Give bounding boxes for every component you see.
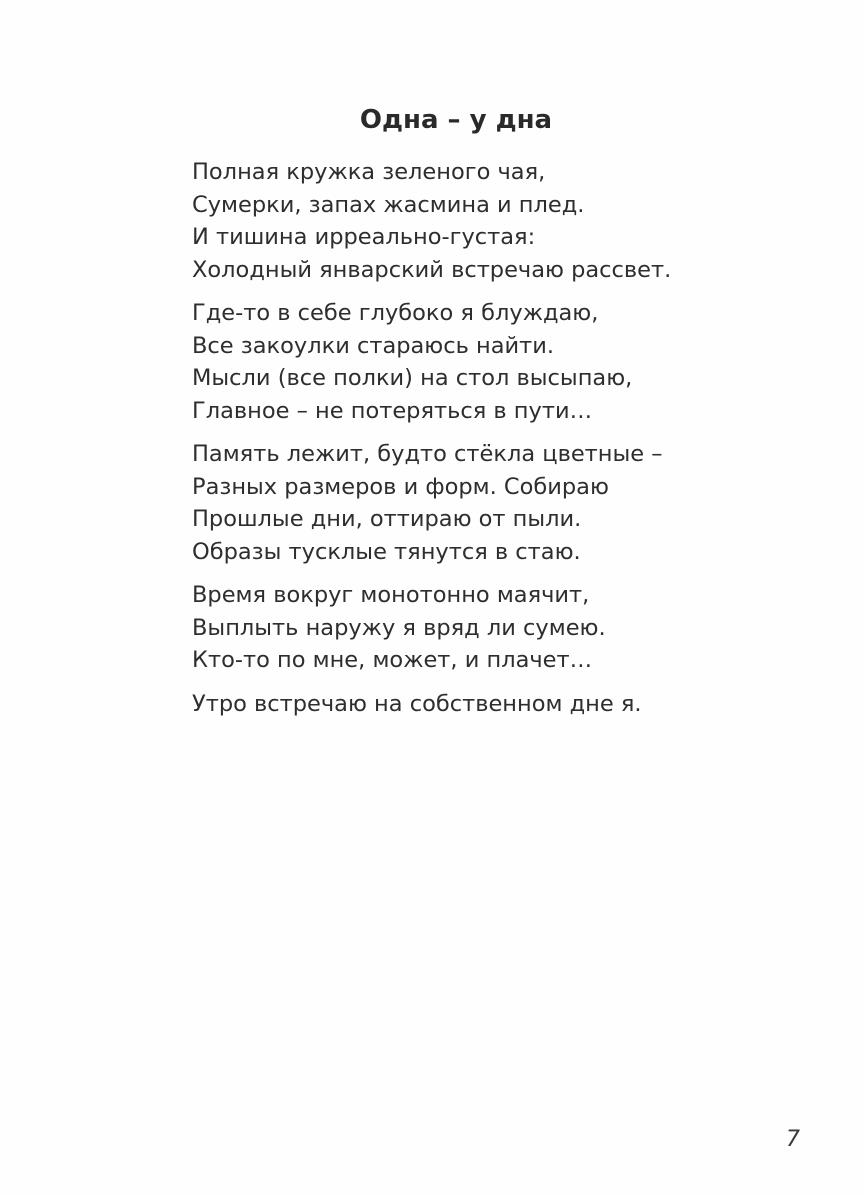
poem-line: Выплыть наружу я вряд ли сумею. <box>192 614 606 641</box>
poem-title: Одна – у дна <box>359 105 553 135</box>
poem-line: Прошлые дни, оттираю от пыли. <box>192 506 582 532</box>
poem-line: Утро встречаю на собственном дне я. <box>192 690 642 717</box>
poem-line: Главное – не потеряться в пути… <box>192 397 593 424</box>
poem-body <box>192 156 812 731</box>
page-number: 7 <box>786 1127 800 1152</box>
stanza-1 <box>192 156 812 286</box>
poem-line: Образы тусклые тянутся в стаю. <box>192 538 581 565</box>
poem-line: Разных размеров и форм. Собираю <box>192 473 609 500</box>
stanza-2 <box>192 297 812 427</box>
poem-line: И тишина ирреально-густая: <box>192 224 536 250</box>
poem-line: Время вокруг монотонно маячит, <box>192 582 590 608</box>
stanza-4 <box>192 579 812 677</box>
stanza-3 <box>192 438 812 568</box>
stanza-5 <box>192 688 812 721</box>
poem-line: Кто-то по мне, может, и плачет… <box>192 647 593 673</box>
poem-line: Память лежит, будто стёкла цветные – <box>192 441 663 467</box>
poem-line: Сумерки, запах жасмина и плед. <box>192 191 585 218</box>
poem-line: Холодный январский встречаю рассвет. <box>192 256 672 283</box>
poem-line: Где-то в себе глубоко я блуждаю, <box>192 300 599 326</box>
poem-line: Мысли (все полки) на стол высыпаю, <box>192 365 633 391</box>
poem-line: Все закоулки стараюсь найти. <box>192 332 555 359</box>
poem-line: Полная кружка зеленого чая, <box>192 159 546 185</box>
